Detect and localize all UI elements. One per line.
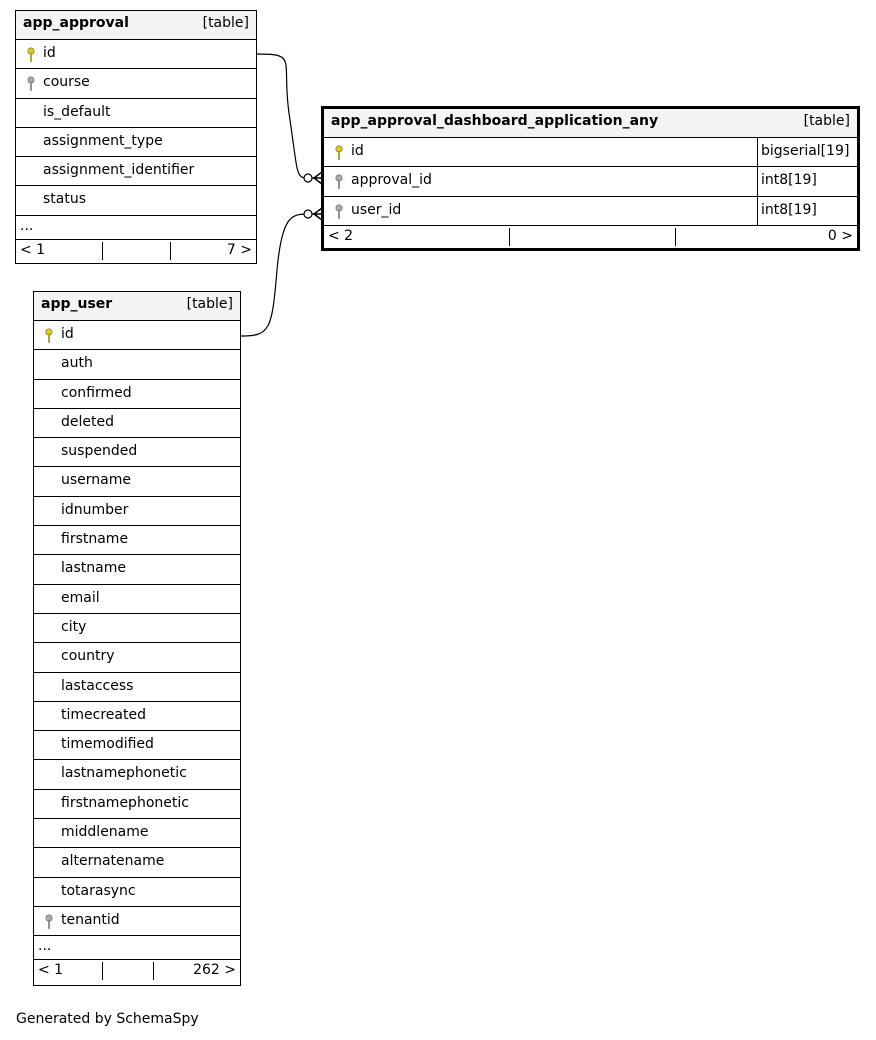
column-name: totarasync (61, 882, 136, 899)
column-name: firstname (61, 531, 129, 548)
column-name: deleted (61, 413, 114, 430)
children-count[interactable]: 7 > (226, 241, 252, 258)
column-name: middlename (61, 824, 149, 841)
column-name: id (43, 45, 56, 61)
edge-approval-id-zero-marker (304, 174, 312, 182)
edge-approval-id-crowsfoot (312, 172, 322, 184)
column-name: tenantid (61, 911, 120, 928)
more-columns: ... (34, 936, 240, 960)
column-name: assignment_type (43, 132, 163, 149)
edge-user-id-zero-marker (304, 210, 312, 218)
table-kind: [table] (803, 113, 850, 129)
column-name: lastnamephonetic (61, 765, 187, 782)
parents-count[interactable]: < 2 (328, 227, 354, 244)
column-type: bigserial[19] (757, 138, 857, 166)
children-count[interactable]: 262 > (193, 962, 236, 979)
column-name: lastname (61, 560, 126, 577)
generated-by-text: Generated by SchemaSpy (16, 1011, 199, 1027)
column-name: user_id (351, 201, 402, 218)
column-name: alternatename (61, 853, 165, 870)
edge-approval-id (257, 54, 308, 178)
column-name: auth (61, 355, 93, 372)
column-name: timecreated (61, 706, 146, 723)
more-columns: ... (16, 216, 256, 240)
column-name: assignment_identifier (43, 162, 195, 179)
column-name: lastaccess (61, 677, 134, 694)
column-name: email (61, 589, 100, 606)
children-count[interactable]: 0 > (827, 227, 853, 244)
column-name: id (61, 326, 74, 342)
table-kind: [table] (202, 15, 249, 31)
table-name: app_user (41, 296, 113, 312)
column-name: firstnamephonetic (61, 794, 189, 811)
parents-count[interactable]: < 1 (20, 241, 46, 258)
column-name: status (43, 191, 87, 208)
table-kind: [table] (186, 296, 233, 312)
column-type: int8[19] (757, 197, 857, 225)
parents-count[interactable]: < 1 (38, 962, 64, 979)
column-name: timemodified (61, 736, 154, 753)
column-name: suspended (61, 443, 138, 460)
table-name: app_approval (23, 15, 129, 31)
column-name: id (351, 143, 364, 159)
column-type: int8[19] (757, 167, 857, 195)
column-name: username (61, 472, 131, 489)
edge-user-id-crowsfoot (312, 208, 322, 220)
column-name: course (43, 74, 90, 91)
column-name: country (61, 648, 115, 665)
column-name: approval_id (351, 172, 432, 189)
column-name: is_default (43, 103, 111, 120)
column-name: confirmed (61, 384, 132, 401)
column-name: city (61, 618, 87, 635)
table-name: app_approval_dashboard_application_any (331, 113, 659, 129)
column-name: idnumber (61, 501, 129, 518)
edge-user-id (241, 214, 308, 336)
